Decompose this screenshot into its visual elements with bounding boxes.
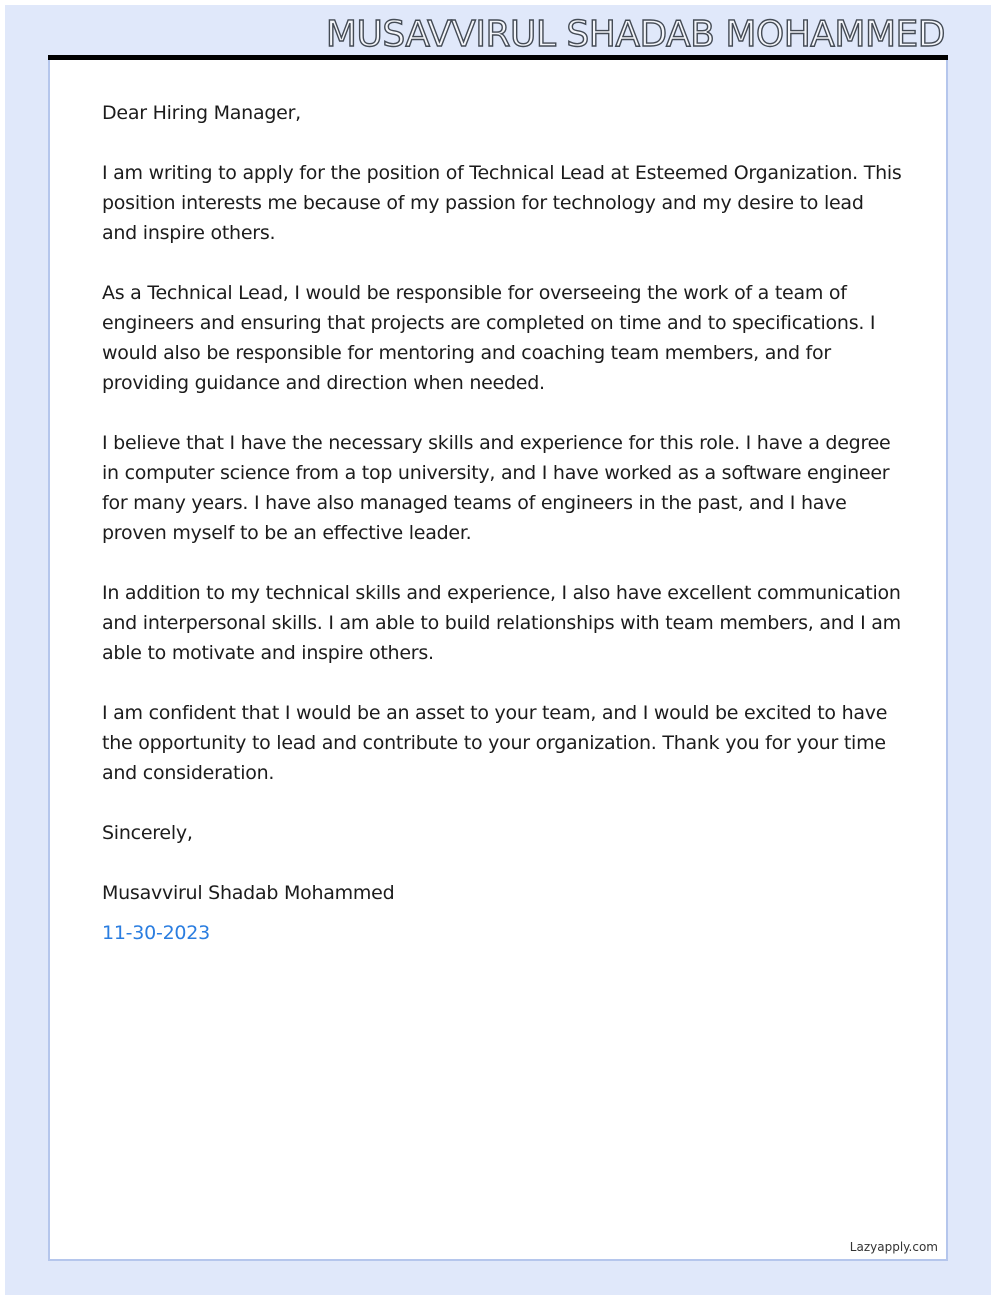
salutation: Dear Hiring Manager, [102, 102, 301, 124]
letter-paragraph: I am writing to apply for the position of Technical Lead at Esteemed Organization. This position interests me because of my passion for technology and my desire to lead and inspire others. [102, 162, 902, 244]
signature-name: Musavvirul Shadab Mohammed [102, 882, 395, 904]
letter-paragraph: I am confident that I would be an asset to your team, and I would be excited to have the opportunity to lead and contribute to your organization. Thank you for your time and consideration. [102, 702, 888, 784]
closing: Sincerely, [102, 822, 193, 844]
letter-body [102, 98, 902, 948]
letter-paragraph: I believe that I have the necessary skills and experience for this role. I have a degree in computer science from a top university, and I have worked as a software engineer for many years. I have also managed teams of engineers in the past, and I have proven myself to be an effective leader. [102, 432, 891, 544]
letter-paragraph: As a Technical Lead, I would be responsible for overseeing the work of a team of engineers and ensuring that projects are completed on time and to specifications. I would also be responsible for mentoring and coaching team members, and for providing guidance and direction when needed. [102, 282, 876, 394]
footer-brand: Lazyapply.com [849, 1240, 938, 1254]
letter-sheet [48, 60, 948, 1261]
letter-paragraph: In addition to my technical skills and experience, I also have excellent communication and interpersonal skills. I am able to build relationships with team members, and I am able to motivate and inspire others. [102, 582, 901, 664]
letter-date: 11-30-2023 [102, 922, 210, 944]
applicant-name-heading: MUSAVVIRUL SHADAB MOHAMMED [325, 14, 945, 55]
